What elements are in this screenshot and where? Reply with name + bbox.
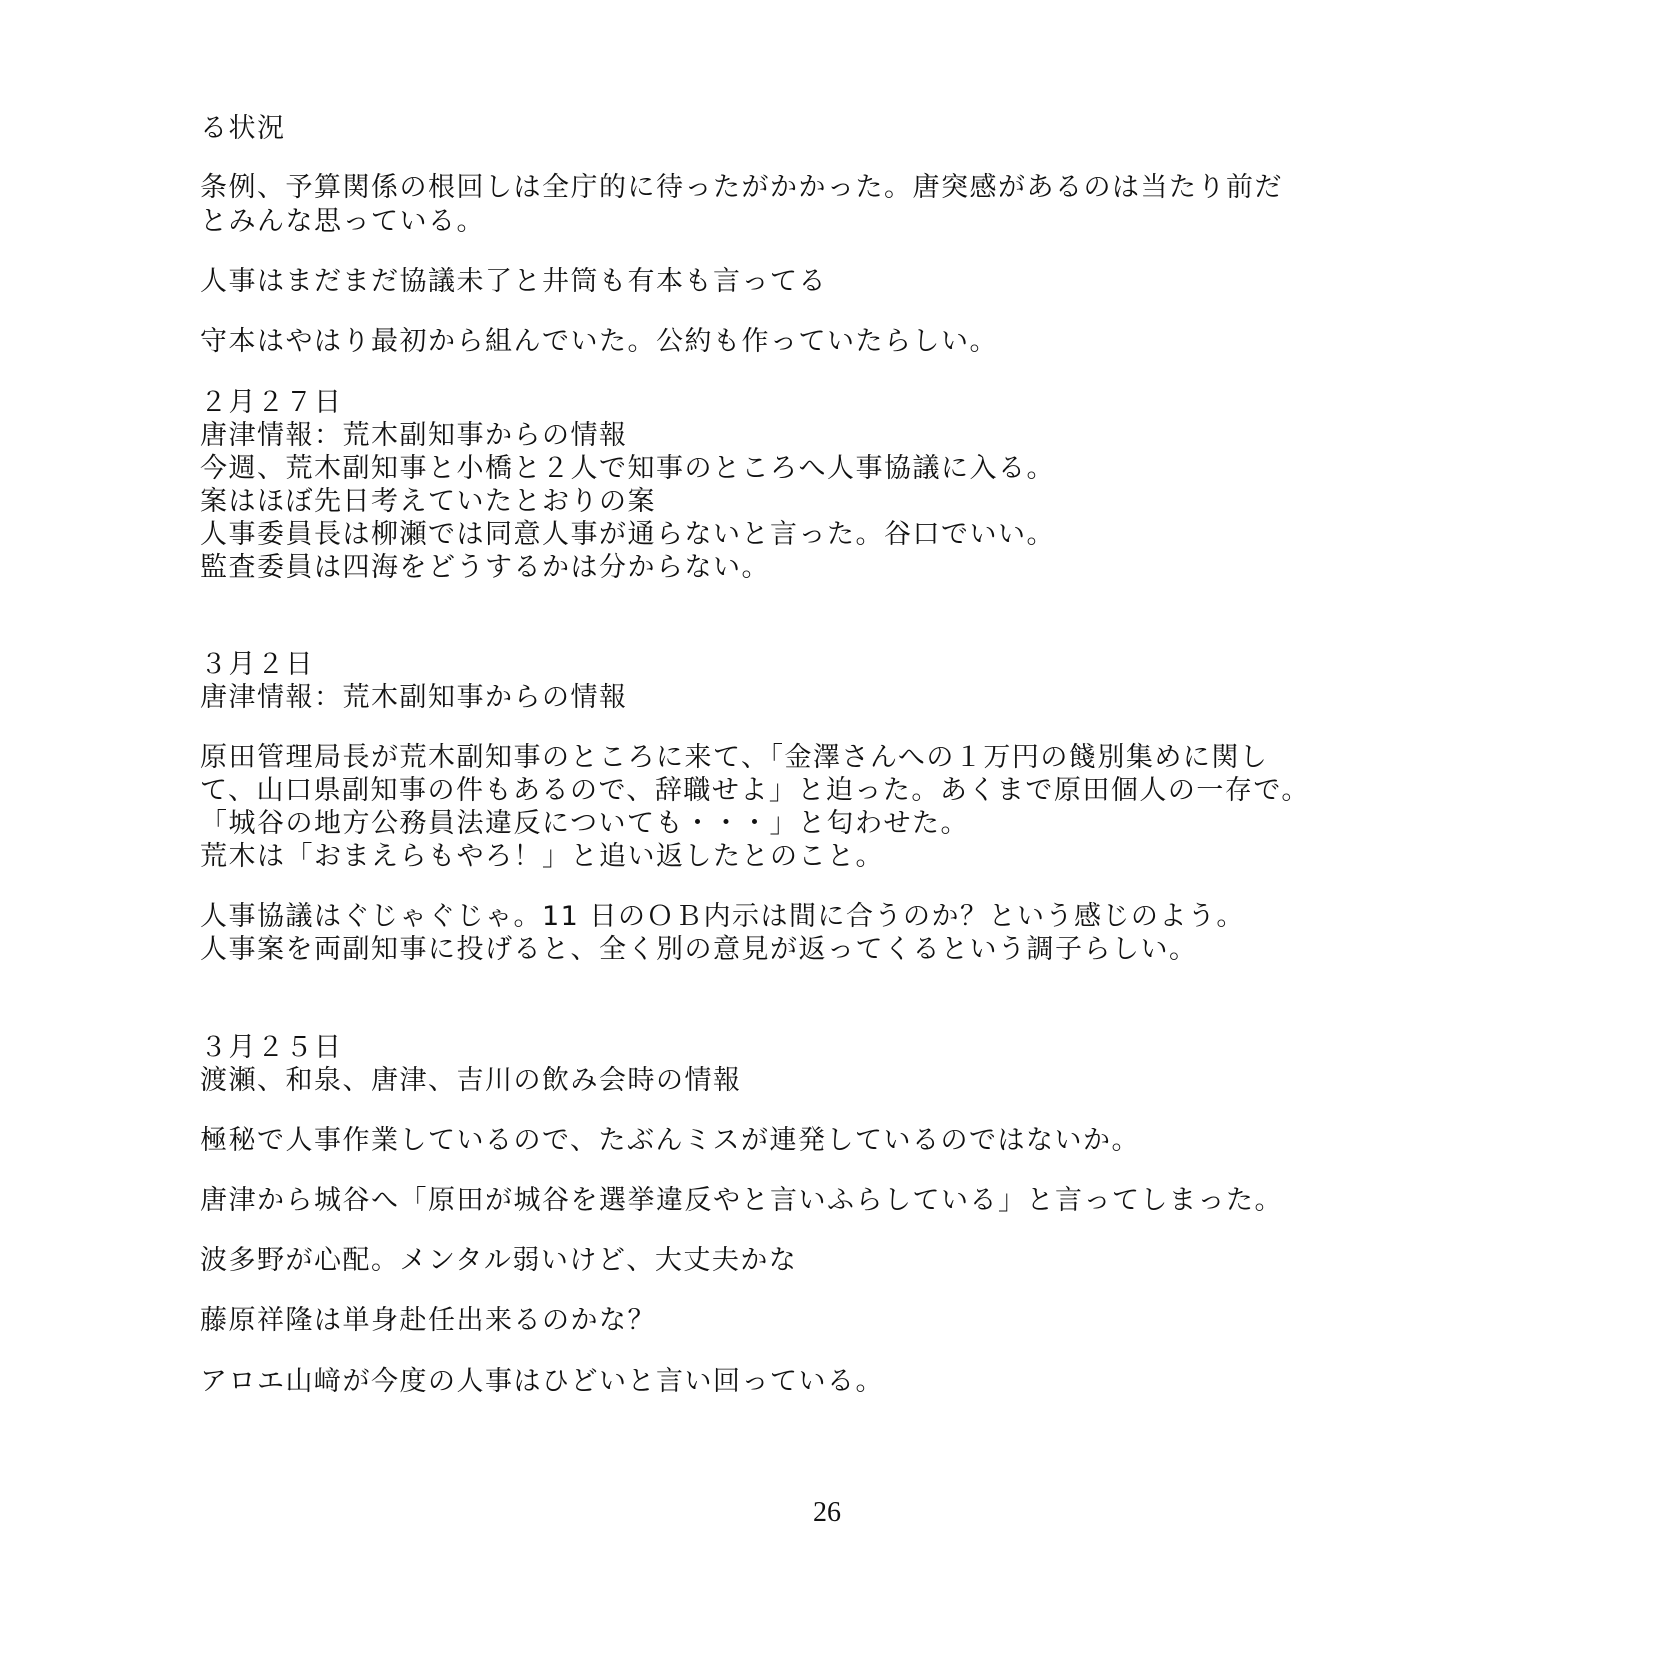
date-heading-feb27: ２月２７日 bbox=[200, 387, 343, 418]
source-line-mar2: 唐津情報：荒木副知事からの情報 bbox=[200, 682, 628, 713]
text-line-hint: 「城谷の地方公務員法違反についても・・・」と匂わせた。 bbox=[200, 808, 969, 839]
date-heading-mar2: ３月２日 bbox=[200, 649, 314, 680]
text-line-consultation-mess: 人事協議はぐじゃぐじゃ。11 日のＯＢ内示は間に合うのか？という感じのよう。 bbox=[200, 901, 1245, 932]
source-line-mar25: 渡瀬、和泉、唐津、吉川の飲み会時の情報 bbox=[200, 1065, 742, 1096]
text-line-personnel-unfinished: 人事はまだまだ協議未了と井筒も有本も言ってる bbox=[200, 266, 827, 297]
text-line-morimoto: 守本はやはり最初から組んでいた。公約も作っていたらしい。 bbox=[200, 326, 998, 357]
text-line-situation: る状況 bbox=[200, 113, 286, 144]
text-line-harada-visit: 原田管理局長が荒木副知事のところに来て、「金澤さんへの１万円の餞別集めに関し bbox=[200, 742, 1269, 773]
text-line-secret-work: 極秘で人事作業しているので、たぶんミスが連発しているのではないか。 bbox=[200, 1125, 1140, 1156]
page-number: 26 bbox=[813, 1497, 841, 1528]
text-line-resign-demand: て、山口県副知事の件もあるので、辞職せよ」と迫った。あくまで原田個人の一存で。 bbox=[200, 775, 1310, 806]
text-line-everyone-thinks: とみんな思っている。 bbox=[200, 206, 485, 237]
text-line-vice-governors: 人事案を両副知事に投げると、全く別の意見が返ってくるという調子らしい。 bbox=[200, 934, 1198, 965]
date-heading-mar25: ３月２５日 bbox=[200, 1032, 343, 1063]
source-line-feb27: 唐津情報：荒木副知事からの情報 bbox=[200, 420, 628, 451]
text-line-this-week: 今週、荒木副知事と小橋と２人で知事のところへ人事協議に入る。 bbox=[200, 453, 1055, 484]
text-line-araki-reply: 荒木は「おまえらもやろ！」と追い返したとのこと。 bbox=[200, 841, 884, 872]
text-line-ordinance: 条例、予算関係の根回しは全庁的に待ったがかかった。唐突感があるのは当たり前だ bbox=[200, 172, 1283, 203]
text-line-karatsu-to-shiroya: 唐津から城谷へ「原田が城谷を選挙違反やと言いふらしている」と言ってしまった。 bbox=[200, 1185, 1283, 1216]
text-line-plan: 案はほぼ先日考えていたとおりの案 bbox=[200, 486, 656, 517]
text-line-fujiwara: 藤原祥隆は単身赴任出来るのかな？ bbox=[200, 1305, 656, 1336]
text-line-hatano: 波多野が心配。メンタル弱いけど、大丈夫かな bbox=[200, 1245, 798, 1276]
text-line-commission-chair: 人事委員長は柳瀬では同意人事が通らないと言った。谷口でいい。 bbox=[200, 519, 1055, 550]
text-line-aloe-yamazaki: アロエ山﨑が今度の人事はひどいと言い回っている。 bbox=[200, 1366, 884, 1397]
text-line-audit-committee: 監査委員は四海をどうするかは分からない。 bbox=[200, 552, 770, 583]
